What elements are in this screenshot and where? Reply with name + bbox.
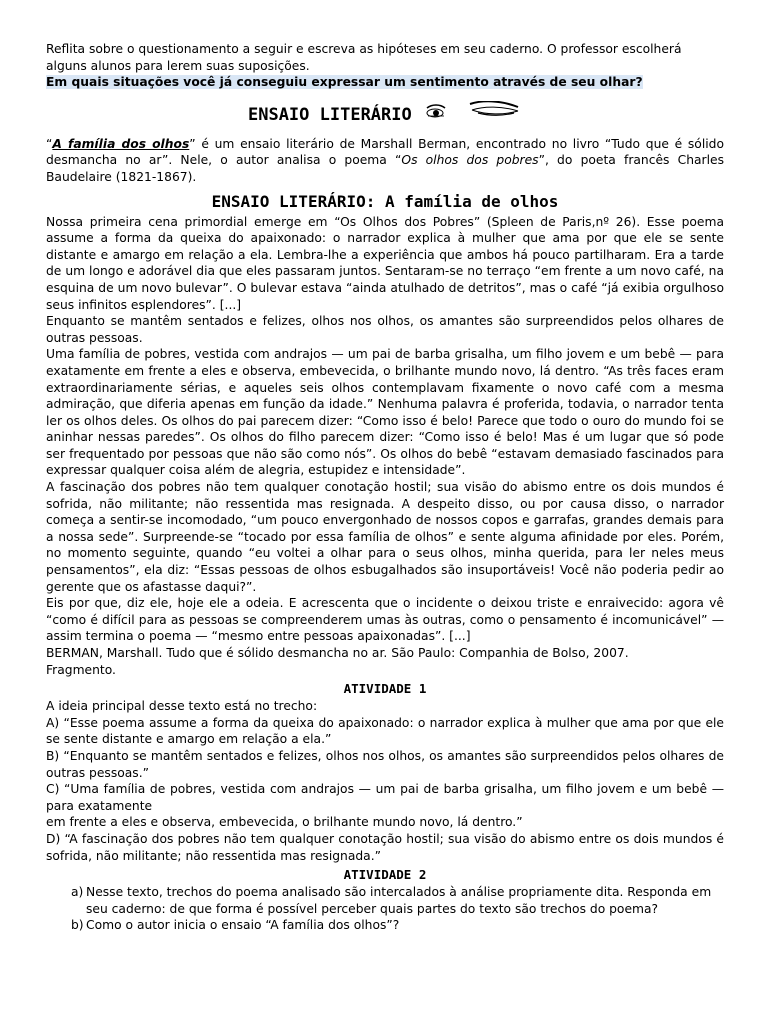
activity-1-option-c: C) “Uma família de pobres, vestida com andrajos — um pai de barba grisalha, um filho jovem e um bebê — para exatamente — [46, 782, 724, 813]
activity-1-stem: A ideia principal desse texto está no trecho: — [46, 699, 318, 714]
essay-paragraph: Nossa primeira cena primordial emerge em “Os Olhos dos Pobres” (Spleen de Paris,nº 26). Esse poema assume a forma da queixa do apaixonado: o narrador explica à mulher que ama por que ele se sente distante e amargo em relação a ela. Lembra-lhe a experiência que ambos há pouco partilharam. Era a tarde de um longo e adorável dia que eles passaram juntos. Sentaram-se no terraço “em frente a um novo café, na esquina de um novo bulevar”. O bulevar estava “ainda atulhado de detritos”, mas o café “já exibia orgulhoso seus infinitos esplendores”. [...] — [46, 214, 724, 312]
intro-question-line — [46, 74, 724, 91]
intro-prompt: Reflita sobre o questionamento a seguir e escreva as hipóteses em seu caderno. O professor escolherá alguns alunos para lerem suas suposições. — [46, 42, 682, 73]
essay-paragraph: Uma família de pobres, vestida com andrajos — um pai de barba grisalha, um filho jovem e um bebê — para exatamente em frente a eles e observa, embevecida, o brilhante mundo novo, lá dentro. “As três faces eram extraordinariamente sérias, e aqueles seis olhos contemplavam fixamente o novo café com a mesma admiração, que diferia apenas em função da idade.” Nenhuma palavra é proferida, todavia, o narrador tenta ler os olhos deles. Os olhos do pai parecem dizer: “Como isso é belo! Parece que todo o ouro do mundo foi se aninhar nessas paredes”. Os olhos do filho parecem dizer: “Como isso é belo! Mas é um lugar que só pode ser frequentado por pessoas que não são como nós”. Os olhos do bebê “estavam demasiado fascinados para expressar qualquer coisa além de alegria, estupidez e intensidade”. — [46, 347, 724, 478]
activity-2-title: ATIVIDADE 2 — [343, 867, 427, 883]
eyes-icon — [426, 101, 522, 123]
essay-paragraph: Eis por que, diz ele, hoje ele a odeia. E acrescenta que o incidente o deixou triste e enraivecido: agora vê “como é difícil para as pessoas se compreenderem umas às outras, como o pensamento é incomunicável” — assim termina o poema — “mesmo entre pessoas apaixonadas”. [...] — [46, 596, 724, 644]
activity-1-option-d: D) “A fascinação dos pobres não tem qualquer conotação hostil; sua visão do abismo entre os dois mundos é sofrida, não militante; não ressentida mas resignada.” — [46, 831, 724, 863]
list-item-label: a) — [71, 885, 84, 900]
section-heading — [46, 101, 724, 126]
essay-paragraph: Enquanto se mantêm sentados e felizes, olhos nos olhos, os amantes são surpreendidos pelos olhares de outras pessoas. — [46, 314, 724, 345]
essay-summary — [46, 136, 724, 186]
section-heading-text: ENSAIO LITERÁRIO — [247, 104, 412, 125]
essay-paragraph: A fascinação dos pobres não tem qualquer conotação hostil; sua visão do abismo entre os dois mundos é sofrida, não militante; não ressentida mas resignada. A despeito disso, ou por causa disso, o narrador começa a sentir-se incomodado, “um pouco envergonhado de nossos copos e garrafas, grandes demais para a nossa sede”. Surpreende-se “tocado por essa família de olhos” e sente alguma afinidade por eles. Porém, no momento seguinte, quando “eu voltei a olhar para o seus olhos, minha querida, para ler neles meus pensamentos”, ela diz: “Essas pessoas de olhos esbugalhados são insuportáveis! Você não poderia pedir ao gerente que os afastasse daqui?”. — [46, 480, 724, 594]
intro-question: Em quais situações você já conseguiu expressar um sentimento através de seu olhar? — [46, 75, 643, 90]
activity-2-list — [46, 884, 724, 934]
activity-1-option-c-cont: em frente a eles e observa, embevecida, o brilhante mundo novo, lá dentro.” — [46, 815, 523, 830]
list-item — [46, 917, 724, 934]
activity-1-title: ATIVIDADE 1 — [343, 681, 427, 697]
list-item-text: Como o autor inicia o ensaio “A família dos olhos”? — [86, 918, 400, 933]
fragment-note: Fragmento. — [46, 662, 116, 677]
summary-quote-open: “ — [46, 136, 53, 151]
list-item-text: Nesse texto, trechos do poema analisado são intercalados à análise propriamente dita. Responda em seu caderno: de que forma é possível perceber quais partes do texto são trechos do poema? — [86, 885, 712, 916]
essay-heading: ENSAIO LITERÁRIO: A família de olhos — [211, 191, 559, 211]
summary-essay-title: A família dos olhos — [52, 136, 190, 151]
list-item — [46, 884, 724, 917]
activity-1-option-b: B) “Enquanto se mantêm sentados e felizes, olhos nos olhos, os amantes são surpreendidos pelos olhares de outras pessoas.” — [46, 748, 724, 780]
summary-text-2: ”, do poeta francês Charles Baudelaire (1821-1867). — [46, 153, 724, 184]
activity-1-option-a: A) “Esse poema assume a forma da queixa do apaixonado: o narrador explica à mulher que ama por que ele se sente distante e amargo em relação a ela.” — [46, 715, 724, 747]
citation: BERMAN, Marshall. Tudo que é sólido desmancha no ar. São Paulo: Companhia de Bolso, 2007. — [46, 646, 629, 660]
summary-poem-title: Os olhos dos pobres — [401, 153, 539, 168]
list-item-label: b) — [71, 918, 84, 933]
summary-text-1: ” é um ensaio literário de Marshall Berman, encontrado no livro “Tudo que é sólido desmancha no ar”. Nele, o autor analisa o poema “ — [46, 136, 724, 168]
